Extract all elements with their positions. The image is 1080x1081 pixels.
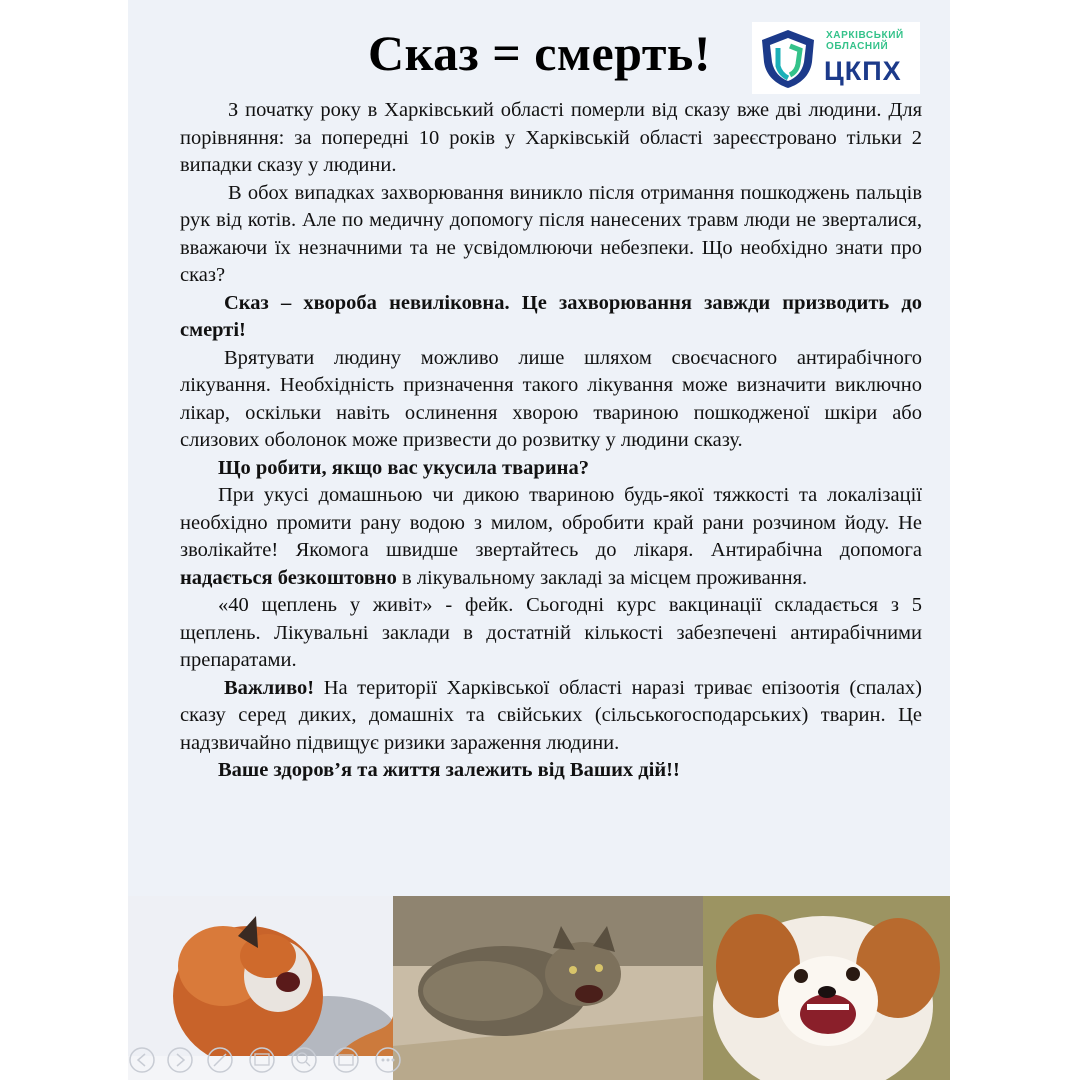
paragraph-closing: Ваше здоров’я та життя залежить від Ваших дій!! [218, 759, 680, 781]
paragraph-treatment: Врятувати людину можливо лише шляхом своєчасного антирабічного лікування. Необхідність призначення такого лікування може визначити виключно лікар, оскільки навіть ослинення хворою твариною пошкодженої шкіри або слизових оболонок може призвести до розвитку у людини сказу. [180, 346, 922, 451]
paragraph-intro: З початку року в Харківський області померли від сказу вже дві людини. Для порівняння: за попередні 10 років у Харківській області зареєстровано тільки 2 випадки сказу у людини. [180, 99, 922, 176]
paragraph-question: Що робити, якщо вас укусила тварина? [218, 456, 589, 479]
pen-icon[interactable] [208, 1048, 232, 1072]
slideshow-controls [128, 1040, 458, 1076]
paragraph-incurable: Сказ – хвороба невиліковна. Це захворювання завжди призводить до смерті! [180, 291, 922, 341]
slide [128, 0, 950, 1080]
dog-photo [703, 896, 950, 1080]
next-icon[interactable] [168, 1048, 192, 1072]
paragraph-first-aid: При укусі домашньою чи дикою твариною будь-якої тяжкості та локалізації необхідно промити рану водою з милом, обробити край рани розчином йоду. Не зволікайте! Якомога швидше звертайтесь до лікаря. Антирабічна допомога надається безкоштовно в лікувальному закладі за місцем проживання. [180, 484, 922, 589]
paragraph-important: Важливо! На території Харківської області наразі триває епізоотія (спалах) сказу серед диких, домашніх та свійських (сільськогосподарських) тварин. Це надзвичайно підвищує ризики зараження людини. [180, 676, 922, 754]
paragraph-fake: «40 щеплень у живіт» - фейк. Сьогодні курс вакцинації складається з 5 щеплень. Лікувальні заклади в достатній кількості забезпечені антирабічними препаратами. [180, 594, 922, 671]
shield-logo-icon [756, 26, 820, 90]
logo-abbreviation: ЦКПХ [824, 56, 902, 86]
subtitles-icon[interactable] [334, 1048, 358, 1072]
logo-text-top: ХАРКІВСЬКИЙ ОБЛАСНИЙ [826, 30, 904, 52]
prev-icon[interactable] [130, 1048, 154, 1072]
article-body [180, 97, 922, 785]
slides-icon[interactable] [250, 1048, 274, 1072]
zoom-icon[interactable] [292, 1048, 316, 1072]
paragraph-cases: В обох випадках захворювання виникло після отримання пошкоджень пальців рук від котів. Але по медичну допомогу після нанесених травм люди не зверталися, вважаючи їх незначними та не усвідомлюючи небезпеки. Що необхідно знати про сказ? [180, 181, 922, 286]
page-title: Сказ = смерть! [368, 25, 711, 81]
logo [752, 22, 920, 94]
more-icon[interactable] [376, 1048, 400, 1072]
